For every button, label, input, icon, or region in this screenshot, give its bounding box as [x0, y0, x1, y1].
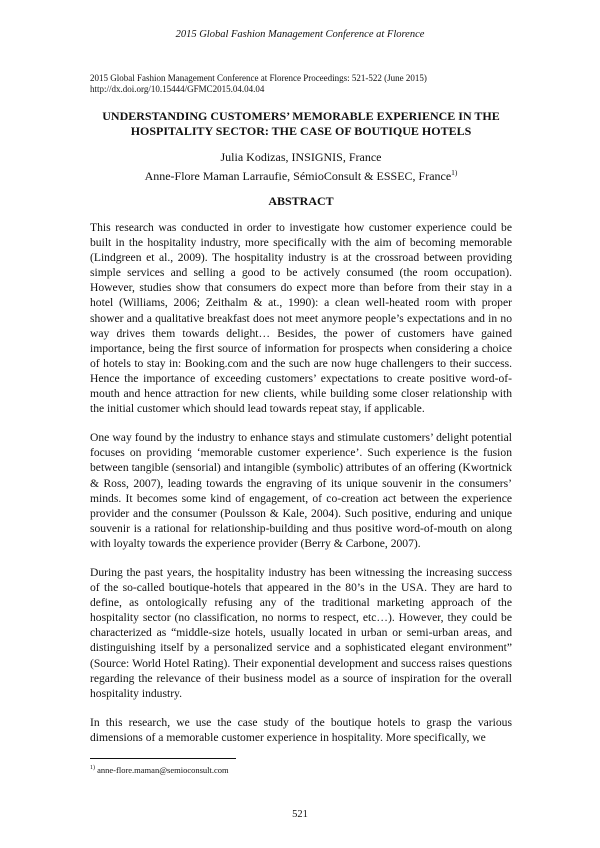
- citation-block: [90, 73, 520, 95]
- citation-line: 2015 Global Fashion Management Conference at Florence Proceedings: 521-522 (June 2015): [90, 73, 427, 83]
- page-number: 521: [292, 809, 308, 820]
- footnote-marker: 1): [451, 168, 458, 177]
- abstract-body: [90, 220, 512, 759]
- paragraph: One way found by the industry to enhance stays and stimulate customers’ delight potential focuses on providing ‘memorable customer experience’. Such experience is the fusion between tangible (sensorial) and intangible (symbolic) attributes of an offering (Kwortnick & Ross, 2007), leading towards the engraving of its unique souvenir in the consumers’ minds. It becomes some kind of engagement, of co-creation act between the experience provider and the consumer (Poulsson & Kale, 2004). Such positive, enduring and unique souvenir is a rational for relationship-building and thus positive word-of-mouth on along with loyalty towards the experience provider (Berry & Carbone, 2007).: [90, 431, 512, 550]
- footnote-divider: [90, 758, 236, 759]
- doi-line: http://dx.doi.org/10.15444/GFMC2015.04.04.04: [90, 84, 265, 94]
- paragraph: In this research, we use the case study of the boutique hotels to grasp the various dimensions of a memorable customer experience in hospitality. More specifically, we: [90, 715, 512, 744]
- author-line-1: Julia Kodizas, INSIGNIS, France: [220, 150, 382, 164]
- author-line-2-text: Anne-Flore Maman Larraufie, SémioConsult & ESSEC, France: [144, 169, 452, 183]
- footnote-number: 1): [90, 765, 95, 772]
- author-line-2: [90, 165, 512, 184]
- paragraph: This research was conducted in order to investigate how customer experience could be built in the hospitality industry, more specifically with the aim of becoming memorable (Lindgreen et al., 2009). The hospitality industry is at the crossroad between providing simple services and selling a good to be actively consumed (the room occupation). However, studies show that consumers do expect more than before from their stay in a hotel (Williams, 2006; Zeithalm & at., 1990): a clean well-heated room with proper shower and a qualitative breakfast does not meet anymore people’s expectations and in no way drives them towards delight… Besides, the power of customers have gained importance, being the first source of information for prospects when considering a choice of hotels to stay in: Booking.com and the such are now huge challengers to their success. Hence the importance of exceeding customers’ expectations to create positive word-of-mouth and hence attraction for new clients, while building some closer relationship with the initial customer which should lead towards repeat stay, if applicable.: [90, 221, 512, 416]
- footnote: [90, 765, 229, 775]
- running-header: 2015 Global Fashion Management Conference at Florence: [175, 29, 425, 40]
- paragraph: During the past years, the hospitality industry has been witnessing the increasing success of the so-called boutique-hotels that appeared in the 80’s in the USA. They are hard to define, as ontologically refusing any of the traditional marketing approach of the hospitality sector (no classification, no norms to respect, etc…). However, they could be characterized as “middle-size hotels, usually located in urban or semi-urban areas, and distinguishing itself by a personalized service and a sophisticated elegant environment” (Source: World Hotel Rating). Their exponential development and success raises questions regarding the relevance of their business model as a source of inspiration for the overall hospitality industry.: [90, 565, 512, 700]
- abstract-heading: ABSTRACT: [268, 194, 334, 208]
- author-block: [90, 149, 512, 184]
- paper-title: UNDERSTANDING CUSTOMERS’ MEMORABLE EXPERIENCE IN THE HOSPITALITY SECTOR: THE CASE OF BOUTIQUE HOTELS: [102, 109, 500, 138]
- footnote-email: anne-flore.maman@semioconsult.com: [97, 765, 229, 775]
